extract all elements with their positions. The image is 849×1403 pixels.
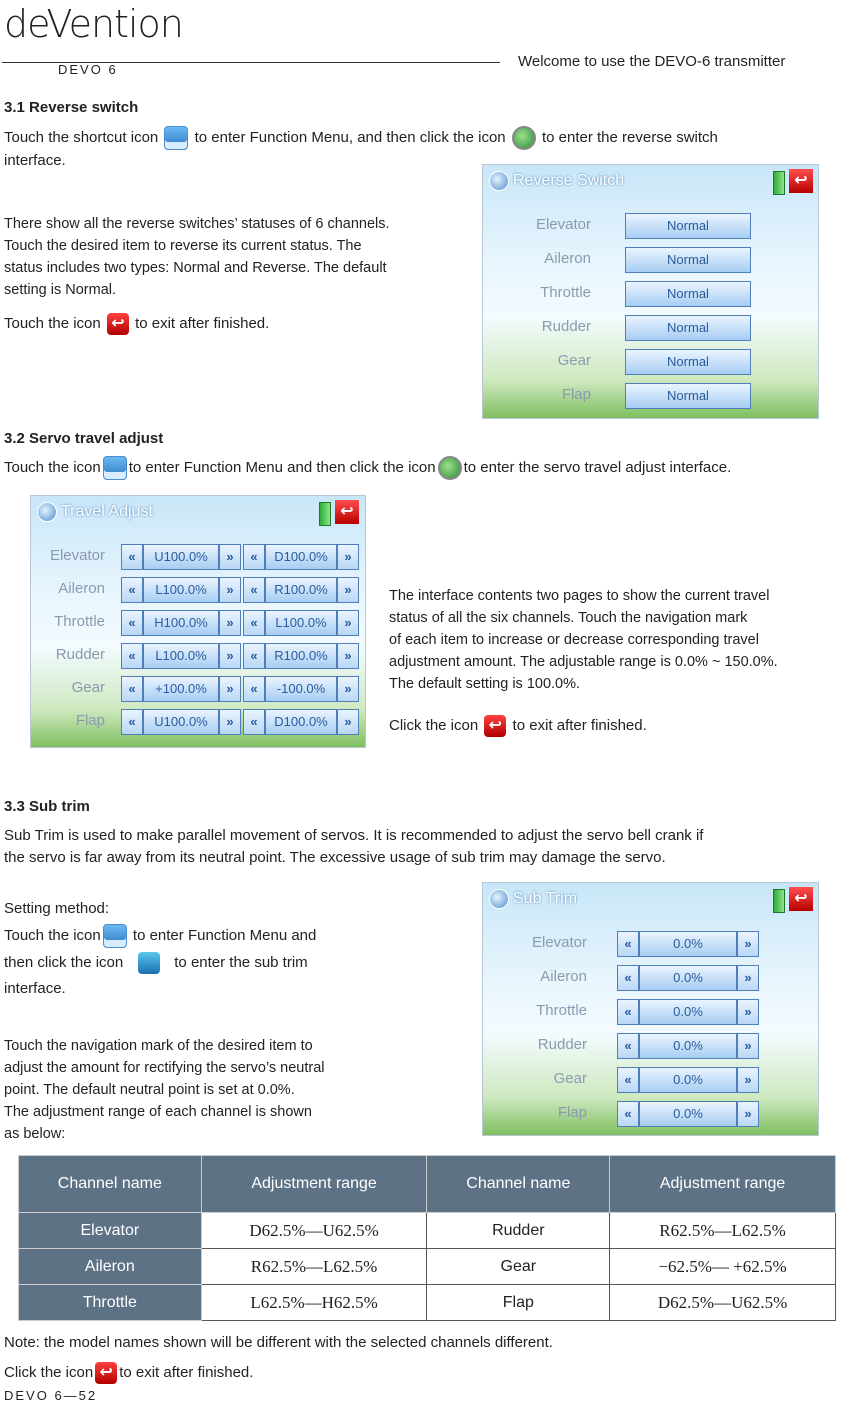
desc-line: status includes two types: Normal and Reverse. The default [4, 260, 387, 276]
reverse-status-button[interactable]: Normal [625, 281, 751, 307]
brand-logo: deVention [4, 2, 183, 46]
nav-right-button[interactable]: » [219, 676, 241, 702]
nav-left-button[interactable]: « [121, 709, 143, 735]
exit-text: Touch the icon [4, 315, 101, 332]
sub-trim-screen [482, 882, 819, 1136]
reverse-intro-cont: interface. [4, 152, 66, 169]
channel-label: Flap [75, 712, 105, 729]
table-header-cell: Adjustment range [201, 1156, 427, 1213]
reverse-switch-icon [512, 126, 536, 150]
desc-line: The adjustment range of each channel is shown [4, 1104, 312, 1120]
table-row [19, 1285, 836, 1321]
method-text: to enter Function Menu and [132, 926, 317, 944]
nav-right-button[interactable]: » [737, 999, 759, 1025]
range-cell: D62.5%—U62.5% [201, 1213, 427, 1249]
nav-right-button[interactable]: » [737, 965, 759, 991]
screen-title-icon [489, 171, 509, 191]
travel-value-2: -100.0% [265, 676, 337, 702]
screen-title-icon [489, 889, 509, 909]
exit-icon: ↩ [484, 715, 506, 737]
subtrim-value: 0.0% [639, 931, 737, 957]
nav-right-button[interactable]: » [337, 544, 359, 570]
reverse-status-button[interactable]: Normal [625, 349, 751, 375]
desc-line: setting is Normal. [4, 282, 117, 298]
channel-label: Rudder [537, 1036, 587, 1053]
intro-text: to enter Function Menu and then click the icon [128, 458, 436, 476]
nav-left-button[interactable]: « [243, 643, 265, 669]
nav-left-button[interactable]: « [243, 610, 265, 636]
reverse-switch-screen [482, 164, 819, 419]
channel-name-cell: Elevator [19, 1213, 202, 1249]
nav-right-button[interactable]: » [337, 643, 359, 669]
travel-value-1: L100.0% [143, 643, 219, 669]
range-cell: −62.5%— +62.5% [610, 1249, 836, 1285]
channel-label: Aileron [544, 250, 591, 267]
table-header-cell: Adjustment range [610, 1156, 836, 1213]
method-text: Touch the icon [4, 926, 101, 944]
travel-adjust-screen [30, 495, 366, 748]
travel-value-1: +100.0% [143, 676, 219, 702]
desc-line: Touch the navigation mark of the desired item to [4, 1038, 313, 1054]
subtrim-description [4, 1035, 380, 1145]
intro-text: Touch the icon [4, 458, 101, 476]
nav-right-button[interactable]: » [337, 610, 359, 636]
travel-value-1: U100.0% [143, 709, 219, 735]
section-heading-reverse: 3.1 Reverse switch [4, 99, 139, 116]
exit-text: to exit after finished. [135, 315, 270, 332]
reverse-status-button[interactable]: Normal [625, 247, 751, 273]
channel-name-cell: Flap [427, 1285, 610, 1321]
range-cell: D62.5%—U62.5% [610, 1285, 836, 1321]
range-cell: L62.5%—H62.5% [201, 1285, 427, 1321]
channel-label: Elevator [535, 216, 591, 233]
table-row [19, 1249, 836, 1285]
screen-title [37, 502, 153, 522]
travel-exit-line [389, 715, 647, 737]
channel-label: Aileron [58, 580, 105, 597]
desc-line: Sub Trim is used to make parallel movement of servos. It is recommended to adjust the servo bell crank if [4, 827, 704, 844]
travel-adjust-icon [438, 456, 462, 480]
channel-label: Throttle [540, 284, 591, 301]
channel-label: Throttle [54, 613, 105, 630]
welcome-text: Welcome to use the DEVO-6 transmitter [518, 53, 786, 70]
range-cell: R62.5%—L62.5% [201, 1249, 427, 1285]
subtrim-value: 0.0% [639, 1033, 737, 1059]
channel-label: Flap [557, 1104, 587, 1121]
exit-icon: ↩ [95, 1362, 117, 1384]
nav-left-button[interactable]: « [121, 544, 143, 570]
nav-left-button[interactable]: « [617, 965, 639, 991]
screen-exit-icon[interactable]: ↩ [789, 169, 813, 193]
channel-label: Rudder [541, 318, 591, 335]
screen-exit-icon[interactable]: ↩ [335, 500, 359, 524]
subtrim-exit-line [4, 1362, 253, 1384]
screen-exit-icon[interactable]: ↩ [789, 887, 813, 911]
nav-right-button[interactable]: » [219, 577, 241, 603]
desc-line: as below: [4, 1126, 66, 1142]
nav-left-button[interactable]: « [243, 676, 265, 702]
channel-name-cell: Gear [427, 1249, 610, 1285]
subtrim-value: 0.0% [639, 1067, 737, 1093]
subtrim-value: 0.0% [639, 965, 737, 991]
battery-icon [773, 889, 785, 913]
screen-title-text: Travel Adjust [61, 503, 153, 521]
channel-label: Throttle [536, 1002, 587, 1019]
nav-right-button[interactable]: » [219, 610, 241, 636]
desc-line: The default setting is 100.0%. [389, 676, 581, 692]
method-line [4, 952, 376, 974]
method-label: Setting method: [4, 900, 110, 917]
subtrim-value: 0.0% [639, 1101, 737, 1127]
nav-left-button[interactable]: « [617, 931, 639, 957]
nav-left-button[interactable]: « [243, 577, 265, 603]
nav-right-button[interactable]: » [219, 643, 241, 669]
intro-text: to enter the servo travel adjust interface. [463, 458, 732, 476]
intro-text: to enter Function Menu, and then click the icon [194, 128, 506, 146]
screen-title-text: Sub Trim [513, 890, 578, 908]
reverse-status-button[interactable]: Normal [625, 315, 751, 341]
table-header-cell: Channel name [19, 1156, 202, 1213]
nav-right-button[interactable]: » [337, 676, 359, 702]
exit-text: to exit after finished. [512, 717, 647, 734]
travel-value-2: R100.0% [265, 577, 337, 603]
travel-value-1: U100.0% [143, 544, 219, 570]
desc-line: of each item to increase or decrease corresponding travel [389, 632, 759, 648]
desc-line: adjust the amount for rectifying the servo’s neutral [4, 1060, 325, 1076]
nav-left-button[interactable]: « [617, 1101, 639, 1127]
method-text: then click the icon [4, 954, 124, 971]
reverse-status-button[interactable]: Normal [625, 213, 751, 239]
desc-line: point. The default neutral point is set at 0.0%. [4, 1082, 295, 1098]
channel-label: Gear [557, 352, 591, 369]
reverse-exit-line [4, 313, 269, 335]
screen-title-icon [37, 502, 57, 522]
channel-label: Elevator [531, 934, 587, 951]
channel-label: Flap [561, 386, 591, 403]
nav-left-button[interactable]: « [121, 610, 143, 636]
nav-right-button[interactable]: » [219, 709, 241, 735]
method-line: interface. [4, 980, 66, 998]
nav-left-button[interactable]: « [121, 577, 143, 603]
travel-value-2: D100.0% [265, 544, 337, 570]
nav-right-button[interactable]: » [737, 931, 759, 957]
reverse-status-button[interactable]: Normal [625, 383, 751, 409]
travel-value-2: L100.0% [265, 610, 337, 636]
subtrim-method [4, 898, 376, 1000]
travel-value-2: R100.0% [265, 643, 337, 669]
nav-left-button[interactable]: « [617, 1067, 639, 1093]
sub-trim-icon [138, 952, 160, 974]
battery-icon [319, 502, 331, 526]
method-text: to enter the sub trim [174, 954, 308, 971]
desc-line: There show all the reverse switches’ statuses of 6 channels. [4, 216, 390, 232]
nav-left-button[interactable]: « [121, 676, 143, 702]
nav-right-button[interactable]: » [737, 1101, 759, 1127]
travel-value-1: L100.0% [143, 577, 219, 603]
battery-icon [773, 171, 785, 195]
table-header-cell: Channel name [427, 1156, 610, 1213]
reverse-intro [4, 126, 849, 150]
channel-label: Gear [553, 1070, 587, 1087]
nav-left-button[interactable]: « [617, 1033, 639, 1059]
method-line [4, 924, 376, 948]
nav-right-button[interactable]: » [337, 709, 359, 735]
nav-left-button[interactable]: « [617, 999, 639, 1025]
desc-line: status of all the six channels. Touch the navigation mark [389, 610, 748, 626]
subtrim-intro [4, 825, 849, 869]
table-row [19, 1213, 836, 1249]
nav-left-button[interactable]: « [243, 709, 265, 735]
screen-title [489, 171, 624, 191]
travel-intro [4, 456, 849, 480]
travel-description [389, 585, 849, 695]
nav-right-button[interactable]: » [737, 1067, 759, 1093]
nav-left-button[interactable]: « [121, 643, 143, 669]
channel-label: Gear [71, 679, 105, 696]
travel-value-2: D100.0% [265, 709, 337, 735]
nav-left-button[interactable]: « [243, 544, 265, 570]
desc-line: Touch the desired item to reverse its current status. The [4, 238, 362, 254]
subtrim-value: 0.0% [639, 999, 737, 1025]
desc-line: The interface contents two pages to show the current travel [389, 588, 770, 604]
intro-text: Touch the shortcut icon [4, 128, 159, 146]
exit-text: Click the icon [389, 717, 479, 734]
channel-label: Rudder [55, 646, 105, 663]
nav-right-button[interactable]: » [219, 544, 241, 570]
exit-icon: ↩ [107, 313, 129, 335]
screen-title-text: Reverse Switch [513, 172, 625, 190]
exit-text: to exit after finished. [119, 1364, 254, 1381]
channel-name-cell: Rudder [427, 1213, 610, 1249]
function-menu-icon [103, 456, 127, 480]
adjustment-range-table [18, 1155, 836, 1321]
function-menu-icon [164, 126, 188, 150]
reverse-description [4, 213, 464, 301]
note-text: Note: the model names shown will be different with the selected channels different. [4, 1334, 553, 1351]
nav-right-button[interactable]: » [737, 1033, 759, 1059]
intro-text: to enter the reverse switch [541, 128, 718, 146]
section-heading-subtrim: 3.3 Sub trim [4, 798, 90, 815]
channel-name-cell: Aileron [19, 1249, 202, 1285]
function-menu-icon [103, 924, 127, 948]
screen-title [489, 889, 577, 909]
exit-text: Click the icon [4, 1364, 94, 1381]
model-name: DEVO 6 [58, 62, 118, 77]
range-cell: R62.5%—L62.5% [610, 1213, 836, 1249]
channel-label: Elevator [49, 547, 105, 564]
page-footer: DEVO 6—52 [4, 1388, 98, 1403]
channel-label: Aileron [540, 968, 587, 985]
desc-line: the servo is far away from its neutral point. The excessive usage of sub trim may damage the servo. [4, 849, 666, 866]
section-heading-travel: 3.2 Servo travel adjust [4, 430, 164, 447]
nav-right-button[interactable]: » [337, 577, 359, 603]
desc-line: adjustment amount. The adjustable range is 0.0% ~ 150.0%. [389, 654, 778, 670]
channel-name-cell: Throttle [19, 1285, 202, 1321]
travel-value-1: H100.0% [143, 610, 219, 636]
